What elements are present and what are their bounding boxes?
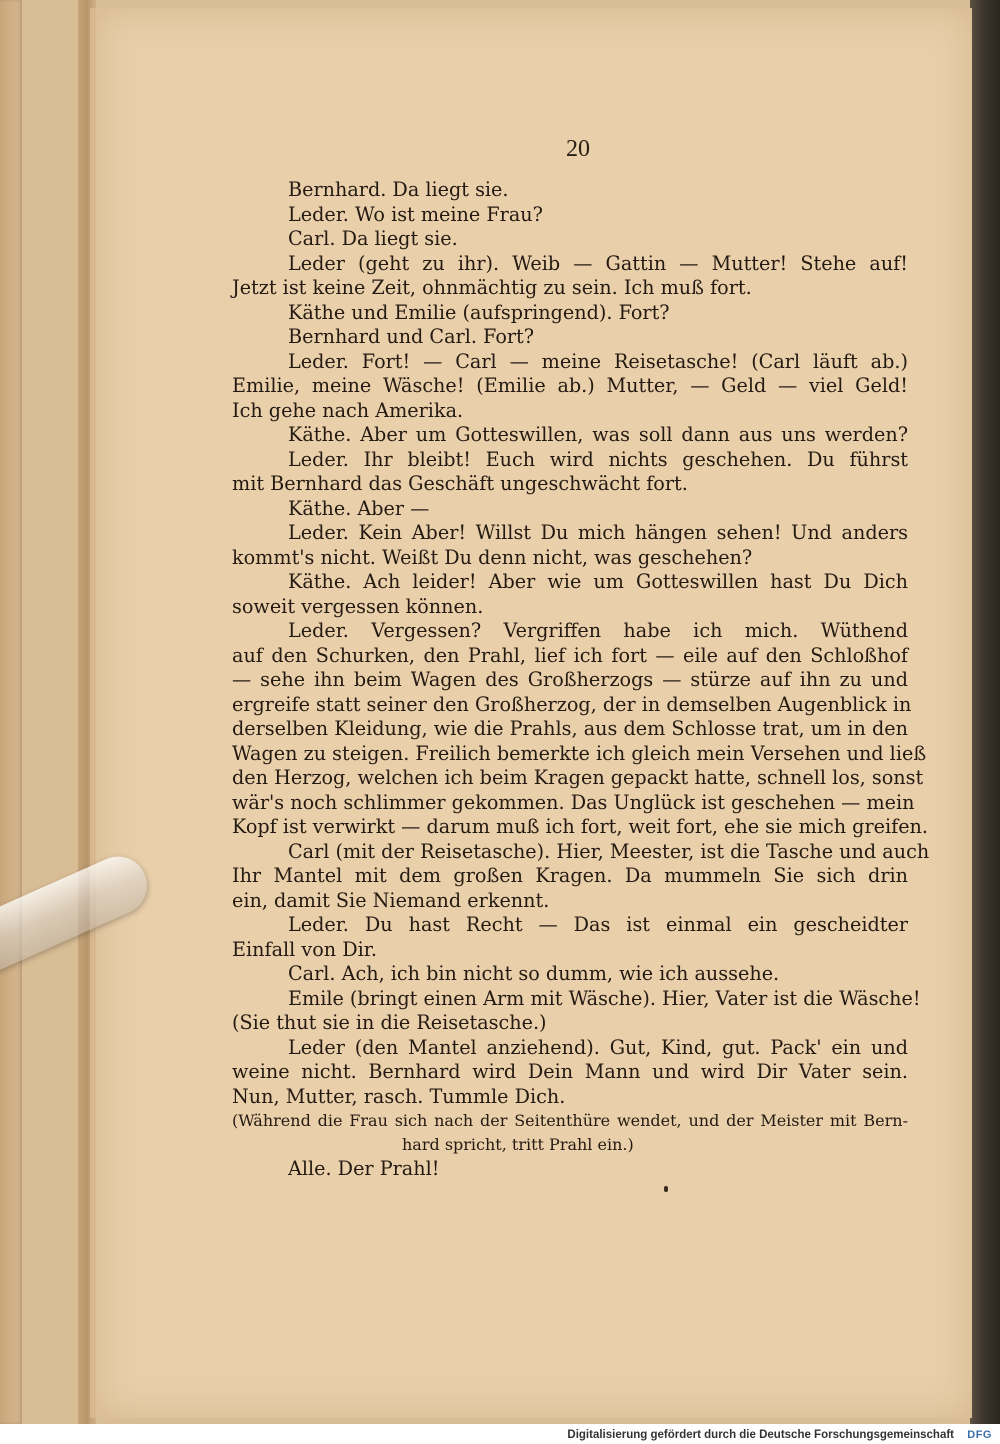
text-line: Emilie, meine Wäsche! (Emilie ab.) Mutter, — Geld — viel Geld! <box>232 374 908 397</box>
dfg-logo-icon: DFG <box>967 1429 992 1441</box>
text-line: Leder. Du hast Recht — Das ist einmal ein gescheidter <box>288 913 908 936</box>
text-line: Carl. Ach, ich bin nicht so dumm, wie ich aussehe. <box>288 962 780 985</box>
cover-edge <box>0 0 22 1424</box>
text-line: Käthe und Emilie (aufspringend). Fort? <box>288 300 670 324</box>
text-line: Wagen zu steigen. Freilich bemerkte ich gleich mein Versehen und ließ <box>232 741 927 765</box>
stage-direction: hard spricht, tritt Prahl ein.) <box>402 1135 634 1154</box>
text-line: ergreife statt seiner den Großherzog, der in demselben Augenblick in <box>232 692 912 716</box>
text-line: Bernhard. Da liegt sie. <box>288 178 509 201</box>
text-line: derselben Kleidung, wie die Prahls, aus dem Schlosse trat, um in den <box>232 717 908 740</box>
text-line: Leder. Wo ist meine Frau? <box>288 202 543 226</box>
text-line: mit Bernhard das Geschäft ungeschwächt fort. <box>232 472 688 495</box>
play-text <box>232 178 930 1182</box>
text-line: Carl. Da liegt sie. <box>288 227 458 250</box>
text-line: Ihr Mantel mit dem großen Kragen. Da mummeln Sie sich drin <box>232 864 908 887</box>
text-line: Alle. Der Prahl! <box>288 1157 440 1180</box>
text-line: Käthe. Aber — <box>288 496 430 520</box>
text-line: den Herzog, welchen ich beim Kragen gepackt hatte, schnell los, sonst <box>232 766 924 789</box>
text-line: Leder (den Mantel anziehend). Gut, Kind, gut. Pack' ein und <box>288 1035 908 1059</box>
text-line: Käthe. Ach leider! Aber wie um Gotteswillen hast Du Dich <box>288 570 908 593</box>
text-line: Leder (geht zu ihr). Weib — Gattin — Mutter! Stehe auf! <box>288 251 908 275</box>
text-line: kommt's nicht. Weißt Du denn nicht, was geschehen? <box>232 545 753 569</box>
text-line: Nun, Mutter, rasch. Tummle Dich. <box>232 1084 566 1108</box>
text-line: ein, damit Sie Niemand erkennt. <box>232 888 550 912</box>
page-number: 20 <box>566 136 590 162</box>
text-line: Leder. Vergessen? Vergriffen habe ich mich. Wüthend <box>288 619 908 642</box>
ink-speck <box>664 1186 668 1192</box>
text-line: auf den Schurken, den Prahl, lief ich fort — eile auf den Schloßhof <box>232 643 908 667</box>
text-line: Leder. Fort! — Carl — meine Reisetasche! (Carl läuft ab.) <box>288 349 908 373</box>
footer-bar <box>0 1424 1000 1444</box>
text-line: Leder. Kein Aber! Willst Du mich hängen sehen! Und anders <box>288 521 908 544</box>
text-line: soweit vergessen können. <box>232 594 484 618</box>
text-line: Leder. Ihr bleibt! Euch wird nichts geschehen. Du führst <box>288 447 908 471</box>
text-line: Bernhard und Carl. Fort? <box>288 325 535 348</box>
text-line: Käthe. Aber um Gotteswillen, was soll dann aus uns werden? <box>288 423 908 446</box>
text-line: weine nicht. Bernhard wird Dein Mann und wird Dir Vater sein. <box>232 1060 908 1083</box>
text-line: Kopf ist verwirkt — darum muß ich fort, weit fort, ehe sie mich greifen. <box>232 815 929 838</box>
text-line: Einfall von Dir. <box>232 937 377 961</box>
footer-credit: Digitalisierung gefördert durch die Deutsche Forschungsgemeinschaft <box>567 1429 954 1441</box>
text-line: (Sie thut sie in die Reisetasche.) <box>232 1011 547 1034</box>
text-line: wär's noch schlimmer gekommen. Das Unglück ist geschehen — mein <box>232 790 915 814</box>
text-line: Ich gehe nach Amerika. <box>232 398 464 422</box>
stage-direction: (Während die Frau sich nach der Seitenthüre wendet, und der Meister mit Bern- <box>232 1111 908 1130</box>
text-line: Carl (mit der Reisetasche). Hier, Meester, ist die Tasche und auch <box>288 839 930 863</box>
text-line: Emile (bringt einen Arm mit Wäsche). Hier, Vater ist die Wäsche! <box>288 986 921 1010</box>
text-line: Jetzt ist keine Zeit, ohnmächtig zu sein. Ich muß fort. <box>232 276 752 299</box>
scan-edge-right <box>970 0 1000 1424</box>
text-line: — sehe ihn beim Wagen des Großherzogs — stürze auf ihn zu und <box>232 668 908 691</box>
